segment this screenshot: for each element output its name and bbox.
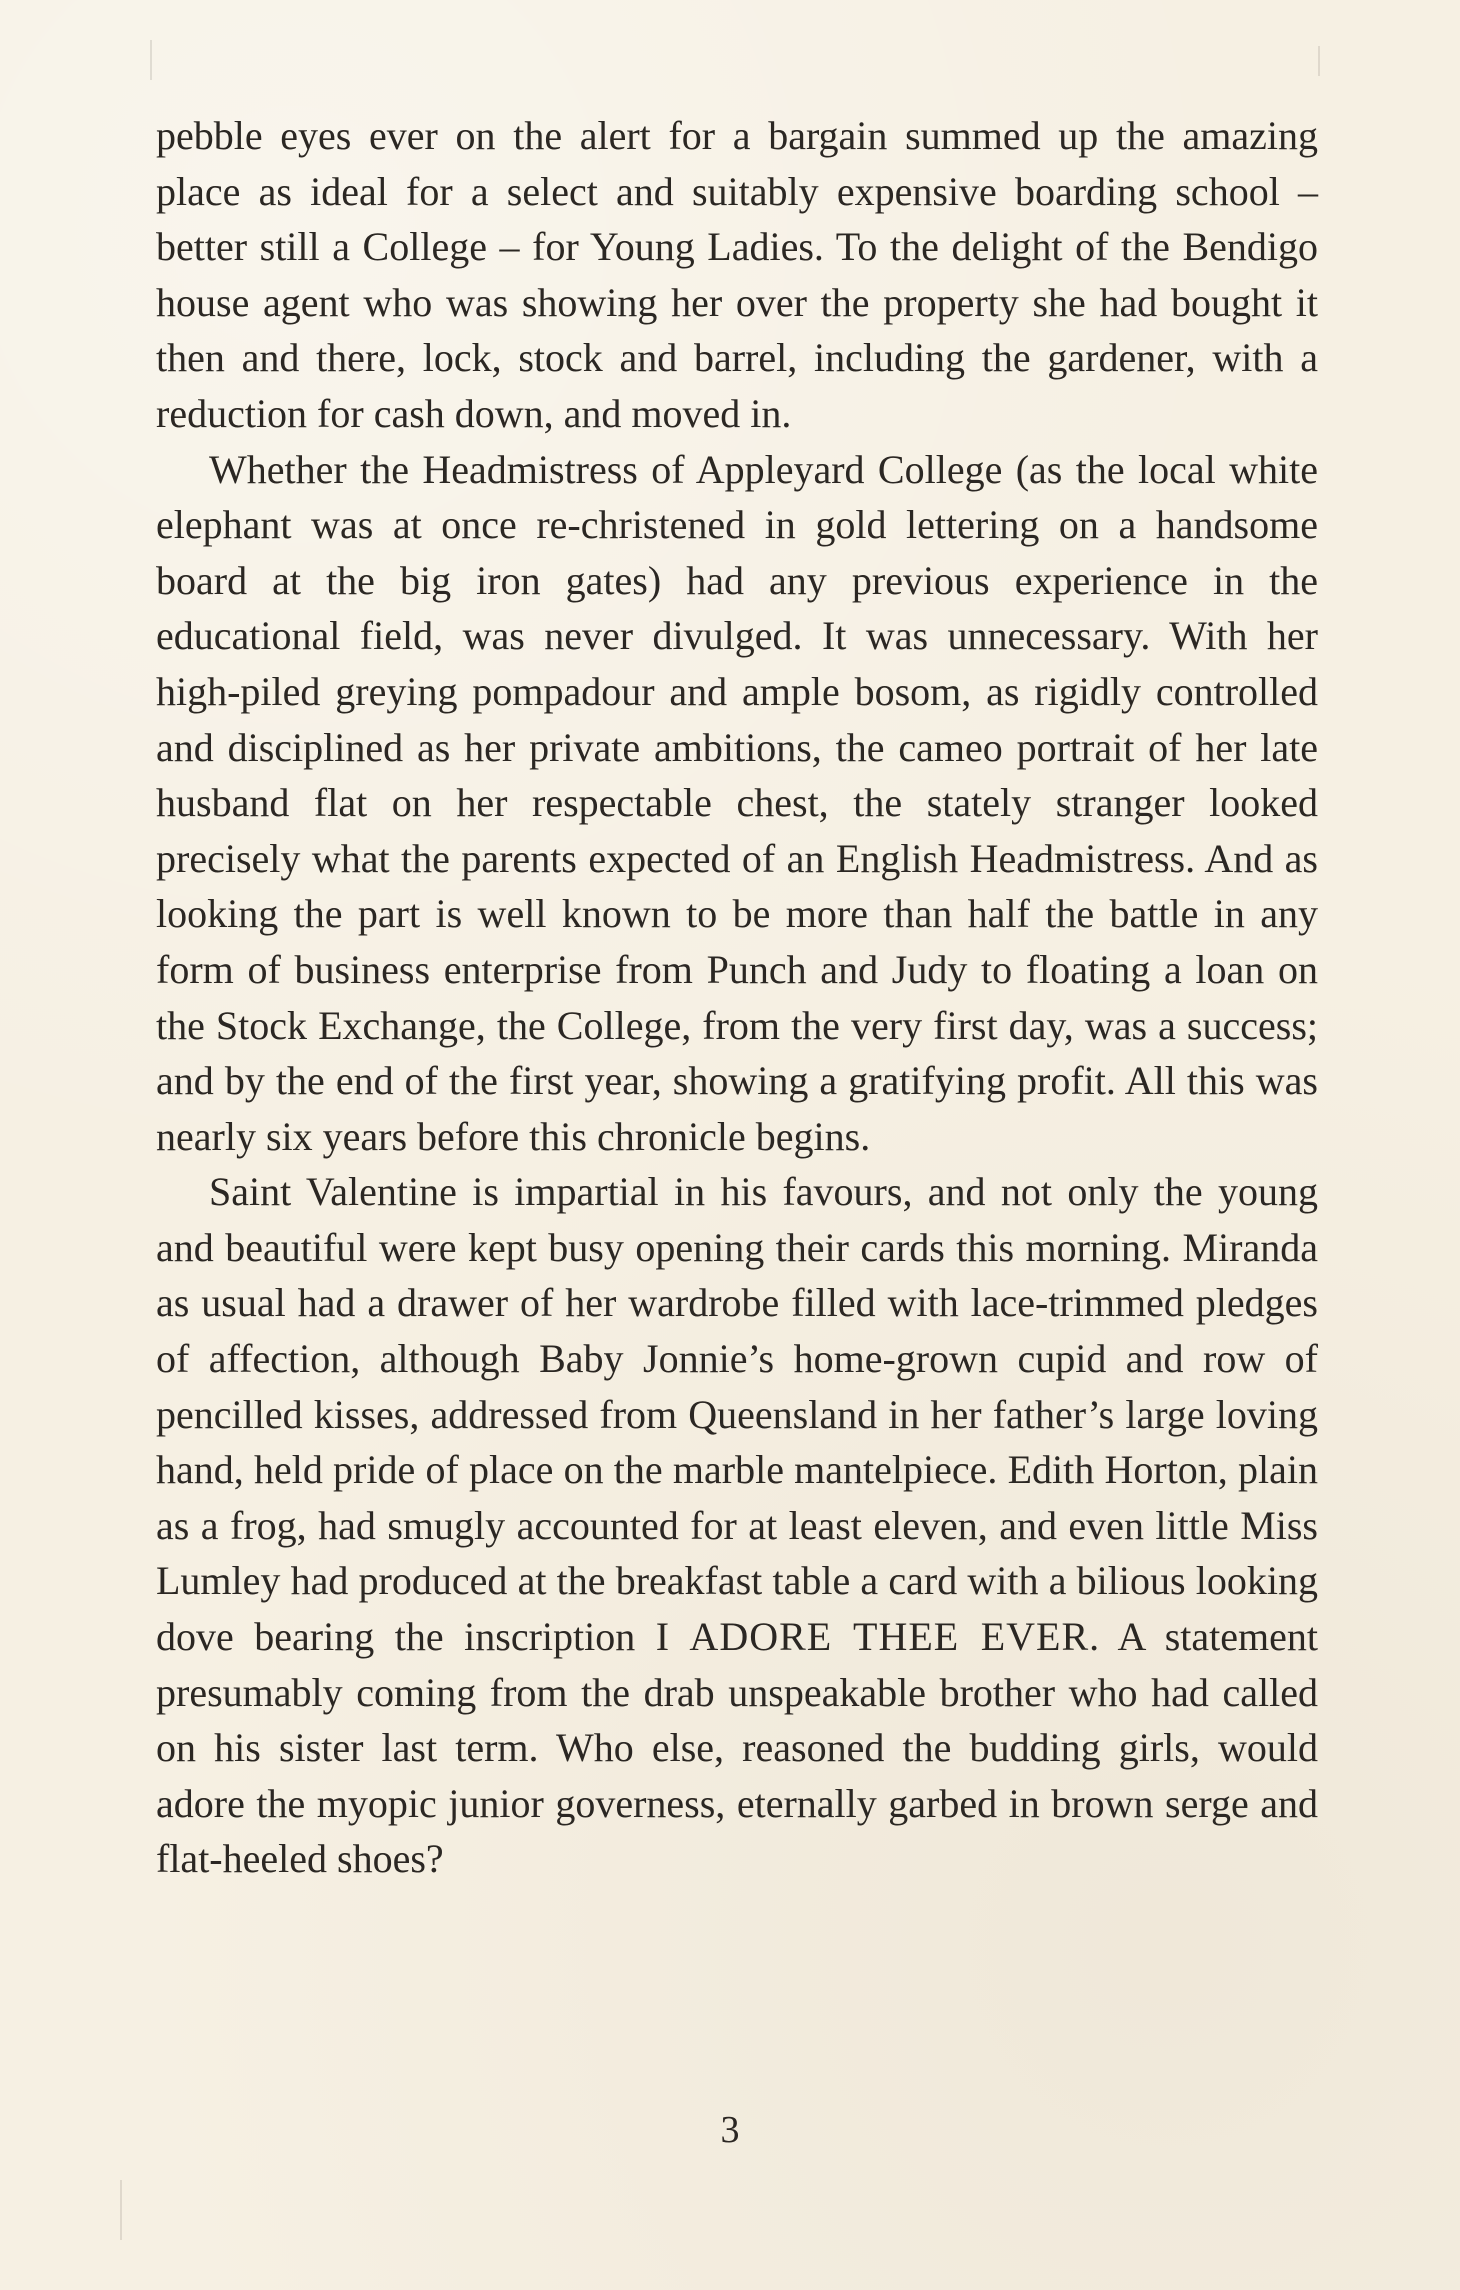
paragraph-3-text-start: Saint Valentine is impartial in his favours, and not only the young and beautiful were kept busy opening their cards this morning. Miranda as usual had a drawer of her wardrobe filled with lace-trimmed pledges of affection, although Baby Jonnie’s home-grown cupid and row of pencilled kisses, addressed from Queensland in her father’s large loving hand, held pride of place on the marble mantelpiece. Edith Horton, plain as a frog, had smugly accounted for at least eleven, and even little Miss Lumley had produced at the breakfast table a card with a bilious looking dove bearing the inscription [156, 1169, 1318, 1660]
inscription-text: I ADORE THEE EVER [655, 1614, 1090, 1660]
body-text [156, 108, 1318, 1887]
paragraph-1-text: pebble eyes ever on the alert for a bargain summed up the amazing place as ideal for a select and suitably expensive boarding school – better still a College – for Young Ladies. To the delight of the Bendigo house agent who was showing her over the property she had bought it then and there, lock, stock and barrel, including the gardener, with a reduction for cash down, and moved in. [156, 113, 1318, 436]
page-blemish [150, 40, 152, 80]
page-blemish [120, 2180, 122, 2240]
page-blemish [1318, 46, 1320, 76]
page-number: 3 [720, 2109, 740, 2151]
paragraph-2 [156, 442, 1318, 1165]
paragraph-3-text-end: . A statement presumably coming from the drab unspeakable brother who had called on his sister last term. Who else, reasoned the budding girls, would adore the myopic junior governess, eternally garbed in brown serge and flat-heeled shoes? [156, 1614, 1318, 1882]
paragraph-3 [156, 1164, 1318, 1887]
paragraph-1 [156, 108, 1318, 442]
paragraph-2-text: Whether the Headmistress of Appleyard College (as the local white elephant was at once re-christened in gold lettering on a handsome board at the big iron gates) had any previous experience in the educational field, was never divulged. It was unnecessary. With her high-piled greying pompadour and ample bosom, as rigidly controlled and disciplined as her private ambitions, the cameo portrait of her late husband flat on her respectable chest, the stately stranger looked precisely what the parents expected of an English Headmistress. And as looking the part is well known to be more than half the battle in any form of business enterprise from Punch and Judy to floating a loan on the Stock Exchange, the College, from the very first day, was a success; and by the end of the first year, showing a gratifying profit. All this was nearly six years before this chronicle begins. [156, 446, 1318, 1159]
